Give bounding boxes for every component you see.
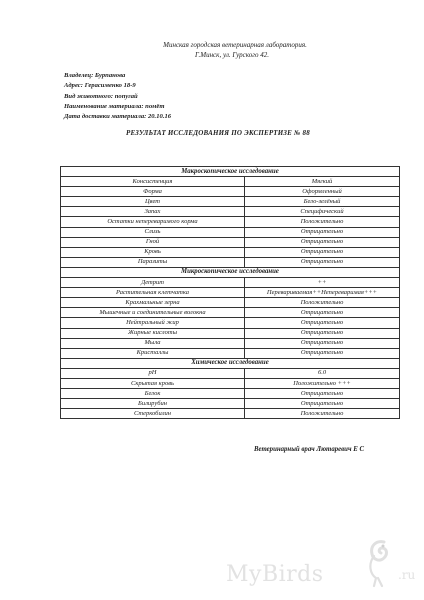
parameter-name: Мыла [61, 338, 245, 348]
parameter-name: Кровь [61, 247, 245, 257]
signature: Ветеринарный врач Лютаревич Е С [254, 446, 364, 453]
table-row [61, 409, 400, 419]
section-header-row [61, 267, 400, 277]
table-row [61, 308, 400, 318]
parameter-value: Отрицательно [245, 247, 400, 257]
parameter-value: Перевариваемая++Непереваримая+++ [245, 288, 400, 298]
section-header-row [61, 358, 400, 368]
section-title: Химическое исследование [61, 358, 400, 368]
sample-info [64, 71, 171, 122]
parameter-value: Оформленный [245, 187, 400, 197]
bird-logo-icon [354, 538, 402, 588]
parameter-value: Бело-зелёный [245, 197, 400, 207]
parameter-value: Положительно +++ [245, 378, 400, 388]
parameter-value: Отрицательно [245, 389, 400, 399]
table-row [61, 247, 400, 257]
parameter-name: Цвет [61, 197, 245, 207]
section-title: Микроскопическое исследование [61, 267, 400, 277]
parameter-name: Нейтральный жир [61, 318, 245, 328]
parameter-value: 6.0 [245, 368, 400, 378]
parameter-name: Билирубин [61, 399, 245, 409]
watermark [226, 552, 416, 592]
table-row [61, 187, 400, 197]
delivery-date-line: Дата доставки материала: 20.10.16 [64, 113, 172, 121]
parameter-name: Мышечные и соединительные волокна [61, 308, 245, 318]
parameter-value: Специфический [245, 207, 400, 217]
results-table-body [61, 167, 400, 419]
table-row [61, 348, 400, 358]
parameter-name: Консистенция [61, 177, 245, 187]
address-line: Адрес: Герасименко 18-9 [64, 82, 136, 90]
parameter-name: Кристаллы [61, 348, 245, 358]
table-row [61, 378, 400, 388]
table-row [61, 177, 400, 187]
table-row [61, 257, 400, 267]
section-title: Макроскопическое исследование [61, 167, 400, 177]
parameter-name: Жирные кислоты [61, 328, 245, 338]
parameter-value: Отрицательно [245, 227, 400, 237]
table-row [61, 338, 400, 348]
parameter-name: Паразиты [61, 257, 245, 267]
table-row [61, 217, 400, 227]
parameter-value: Отрицательно [245, 257, 400, 267]
parameter-name: Растительная клетчатка [61, 288, 245, 298]
parameter-value: Отрицательно [245, 308, 400, 318]
table-row [61, 278, 400, 288]
table-row [61, 399, 400, 409]
lab-header [0, 40, 424, 60]
table-row [61, 207, 400, 217]
section-header-row [61, 167, 400, 177]
parameter-name: Крахмальные зерна [61, 298, 245, 308]
parameter-value: ++ [245, 278, 400, 288]
parameter-name: Стеркобилин [61, 409, 245, 419]
table-row [61, 389, 400, 399]
parameter-name: Слизь [61, 227, 245, 237]
watermark-suffix: .ru [398, 568, 416, 582]
table-row [61, 368, 400, 378]
table-row [61, 328, 400, 338]
lab-address: Г.Минск, ул. Гурского 42. [195, 51, 269, 59]
owner-line: Владелец: Бурпанова [64, 72, 126, 79]
parameter-value: Отрицательно [245, 348, 400, 358]
report-title: РЕЗУЛЬТАТ ИССЛЕДОВАНИЯ ПО ЭКСПЕРТИЗЕ № 88 [126, 129, 310, 137]
parameter-value: Отрицательно [245, 328, 400, 338]
parameter-name: Гной [61, 237, 245, 247]
watermark-text: MyBirds [226, 562, 324, 587]
parameter-value: Отрицательно [245, 399, 400, 409]
parameter-value: Отрицательно [245, 237, 400, 247]
parameter-value: Мягкий [245, 177, 400, 187]
lab-name: Минская городская ветеринарная лаборатория. [163, 41, 307, 49]
parameter-value: Отрицательно [245, 318, 400, 328]
animal-type-line: Вид животного: попугай [64, 92, 138, 100]
parameter-value: Отрицательно [245, 338, 400, 348]
results-table [60, 166, 400, 419]
table-row [61, 197, 400, 207]
parameter-name: Запах [61, 207, 245, 217]
parameter-name: Скрытая кровь [61, 378, 245, 388]
parameter-name: Форма [61, 187, 245, 197]
table-row [61, 237, 400, 247]
table-row [61, 318, 400, 328]
parameter-name: pH [61, 368, 245, 378]
table-row [61, 298, 400, 308]
parameter-value: Положительно [245, 409, 400, 419]
table-row [61, 288, 400, 298]
parameter-value: Положительно [245, 298, 400, 308]
parameter-name: Белок [61, 389, 245, 399]
material-line: Наименование материала: помёт [64, 102, 165, 110]
parameter-name: Остатки непереваримого корма [61, 217, 245, 227]
parameter-value: Положительно [245, 217, 400, 227]
table-row [61, 227, 400, 237]
parameter-name: Детрит [61, 278, 245, 288]
